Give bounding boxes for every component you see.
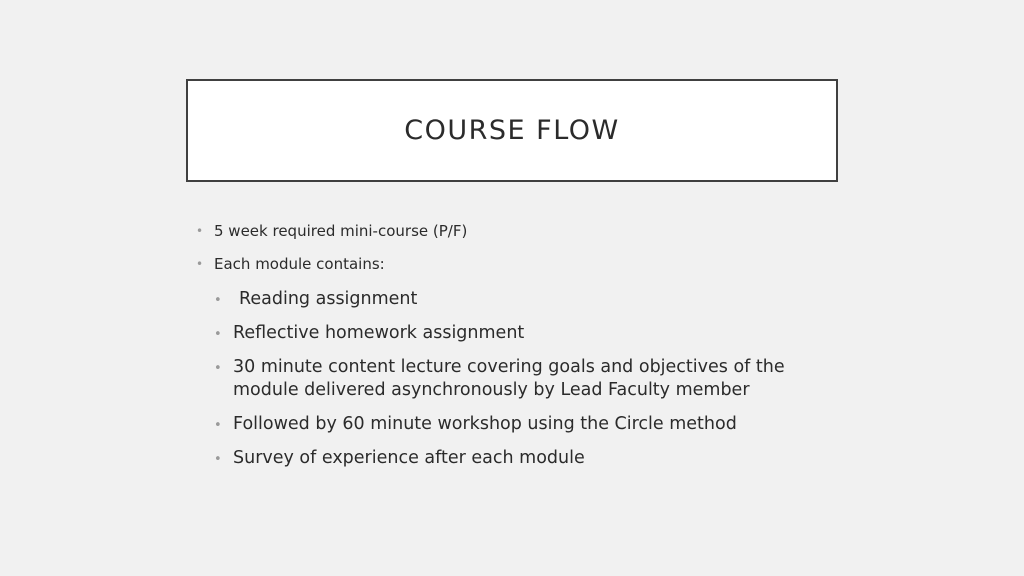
sub-bullet-item [214,356,836,402]
bullet-dot-icon: • [214,361,222,376]
slide-title: COURSE FLOW [404,115,620,146]
bullet-dot-icon: • [196,257,204,271]
bullet-text: 5 week required mini-course (P/F) [214,222,468,240]
sub-bullet-item [214,413,836,436]
sub-bullet-text: Followed by 60 minute workshop using the Circle method [233,414,737,434]
sub-bullet-item [214,447,836,470]
sub-bullet-item [214,288,836,311]
sub-bullet-text: Reading assignment [239,289,418,309]
sub-bullet-item [214,322,836,345]
bullet-dot-icon: • [196,224,204,238]
bullet-dot-icon: • [214,293,222,308]
bullet-item [196,255,836,274]
sub-bullet-text: Survey of experience after each module [233,448,585,468]
bullet-dot-icon: • [214,418,222,433]
title-box [186,79,838,182]
bullet-dot-icon: • [214,452,222,467]
bullet-text: Each module contains: [214,255,385,273]
sub-bullet-text: 30 minute content lecture covering goals and objectives of the module delivered asynchronously by Lead Faculty member [233,357,785,400]
bullet-item [196,222,836,241]
bullet-list [196,222,836,481]
bullet-dot-icon: • [214,327,222,342]
sub-bullet-text: Reflective homework assignment [233,323,525,343]
